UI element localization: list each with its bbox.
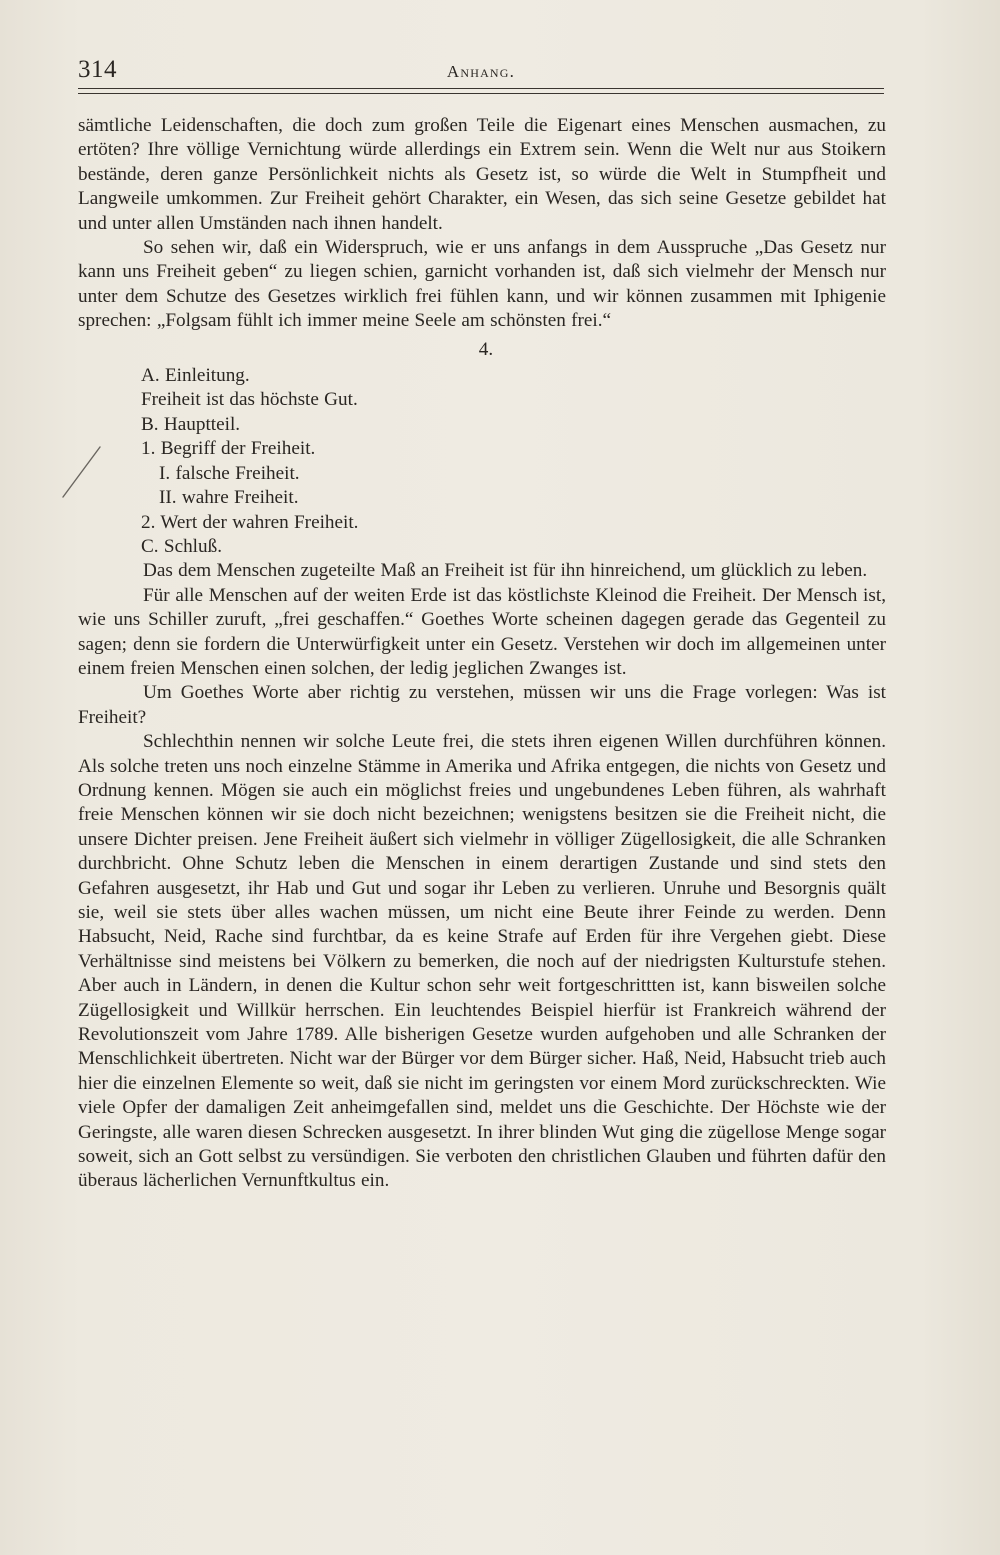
essay-outline xyxy=(78,364,886,559)
paragraph: Um Goethes Worte aber richtig zu verstehen, müssen wir uns die Frage vorlegen: Was ist Freiheit? xyxy=(78,682,886,728)
header-rule-thin xyxy=(78,93,884,94)
outline-item: 2. Wert der wahren Freiheit. xyxy=(141,511,359,533)
body-text xyxy=(78,114,886,1194)
header-rule xyxy=(78,88,884,89)
page-number: 314 xyxy=(78,56,117,83)
paragraph: So sehen wir, daß ein Widerspruch, wie er uns anfangs in dem Ausspruche „Das Gesetz nur kann uns Freiheit geben“ zu liegen schien, garnicht vorhanden ist, daß sich vielmehr der Mensch nur unter dem Schutze des Gesetzes wirklich frei fühlen kann, und wir können zusammen mit Iphigenie sprechen: „Folgsam fühlt ich immer meine Seele am schönsten frei.“ xyxy=(78,237,886,332)
paragraph: Das dem Menschen zugeteilte Maß an Freiheit ist für ihn hinreichend, um glücklich zu leben. xyxy=(143,560,868,582)
outline-item: B. Hauptteil. xyxy=(141,413,241,435)
outline-item: 1. Begriff der Freiheit. xyxy=(141,438,316,460)
section-number: 4. xyxy=(478,338,494,360)
outline-item: Freiheit ist das höchste Gut. xyxy=(141,389,358,411)
paragraph-continued: sämtliche Leidenschaften, die doch zum großen Teile die Eigenart eines Menschen ausmachen, zu ertöten? Ihre völlige Vernichtung würde allerdings ein Extrem sein. Wenn die Welt nur aus Stoikern bestände, deren ganze Persönlichkeit nichts als Gesetz ist, so würde die Welt in Stumpfheit und Langweile umkommen. Zur Freiheit gehört Charakter, ein Wesen, das sich seine Gesetze gebildet hat und unter allen Umständen nach ihnen handelt. xyxy=(78,115,886,234)
paragraph: Für alle Menschen auf der weiten Erde ist das köstlichste Kleinod die Freiheit. Der Mensch ist, wie uns Schiller zuruft, „frei geschaffen.“ Goethes Worte scheinen dagegen gerade das Gegenteil zu sagen; denn sie fordern die Unterwürfigkeit unter ein Gesetz. Verstehen wir doch im allgemeinen unter einem freien Menschen einen solchen, der ledig jeglichen Zwanges ist. xyxy=(78,584,886,679)
outline-item: I. falsche Freiheit. xyxy=(159,462,300,484)
running-head: Anhang. xyxy=(446,62,516,81)
paragraph: Schlechthin nennen wir solche Leute frei, die stets ihren eigenen Willen durchführen können. Als solche treten uns noch einzelne Stämme in Amerika und Afrika entgegen, die nichts von Gesetz und Ordnung kennen. Mögen sie auch ein möglichst freies und ungebundenes Leben führen, als wahrhaft freie Menschen können wir sie doch nicht bezeichnen; wenigstens besitzen sie die Freiheit nicht, die unsere Dichter preisen. Jene Freiheit äußert sich vielmehr in völliger Zügellosigkeit, die alle Schranken durchbricht. Ohne Schutz leben die Menschen in einem derartigen Zustande und sind stets den Gefahren ausgesetzt, ihr Hab und Gut und sogar ihr Leben zu verlieren. Unruhe und Besorgnis quält sie, weil sie stets über alles wachen müssen, um nicht eine Beute ihrer Feinde zu werden. Denn Habsucht, Neid, Rache sind furchtbar, da es keine Strafe auf Erden für ihre Vergehen giebt. Diese Verhältnisse sind meistens bei Völkern zu bemerken, die noch auf der niedrigsten Kulturstufe stehen. Aber auch in Ländern, in denen die Kultur schon sehr weit fortgeschrittten ist, kann bisweilen solche Zügellosigkeit und Willkür herrschen. Ein leuchtendes Beispiel hierfür ist Frankreich während der Revolutionszeit vom Jahre 1789. Alle bisherigen Gesetze wurden aufgehoben und alle Schranken der Menschlichkeit übertreten. Nicht war der Bürger vor dem Bürger sicher. Haß, Neid, Habsucht trieb auch hier die einzelnen Elemente so weit, daß sie nicht im geringsten vor einem Mord zurückschreckten. Wie viele Opfer der damaligen Zeit anheimgefallen sind, meldet uns die Geschichte. Der Höchste wie der Geringste, alle waren diesen Schrecken ausgesetzt. In ihrer blinden Wut ging die zügellose Menge sogar soweit, sich an Gott selbst zu versündigen. Sie verboten den christlichen Glauben und führten dafür den überaus lächerlichen Vernunftkultus ein. xyxy=(78,731,886,1192)
outline-item: C. Schluß. xyxy=(141,535,222,557)
page-header xyxy=(78,56,884,88)
outline-item: A. Einleitung. xyxy=(141,365,250,387)
outline-item: II. wahre Freiheit. xyxy=(159,487,299,509)
